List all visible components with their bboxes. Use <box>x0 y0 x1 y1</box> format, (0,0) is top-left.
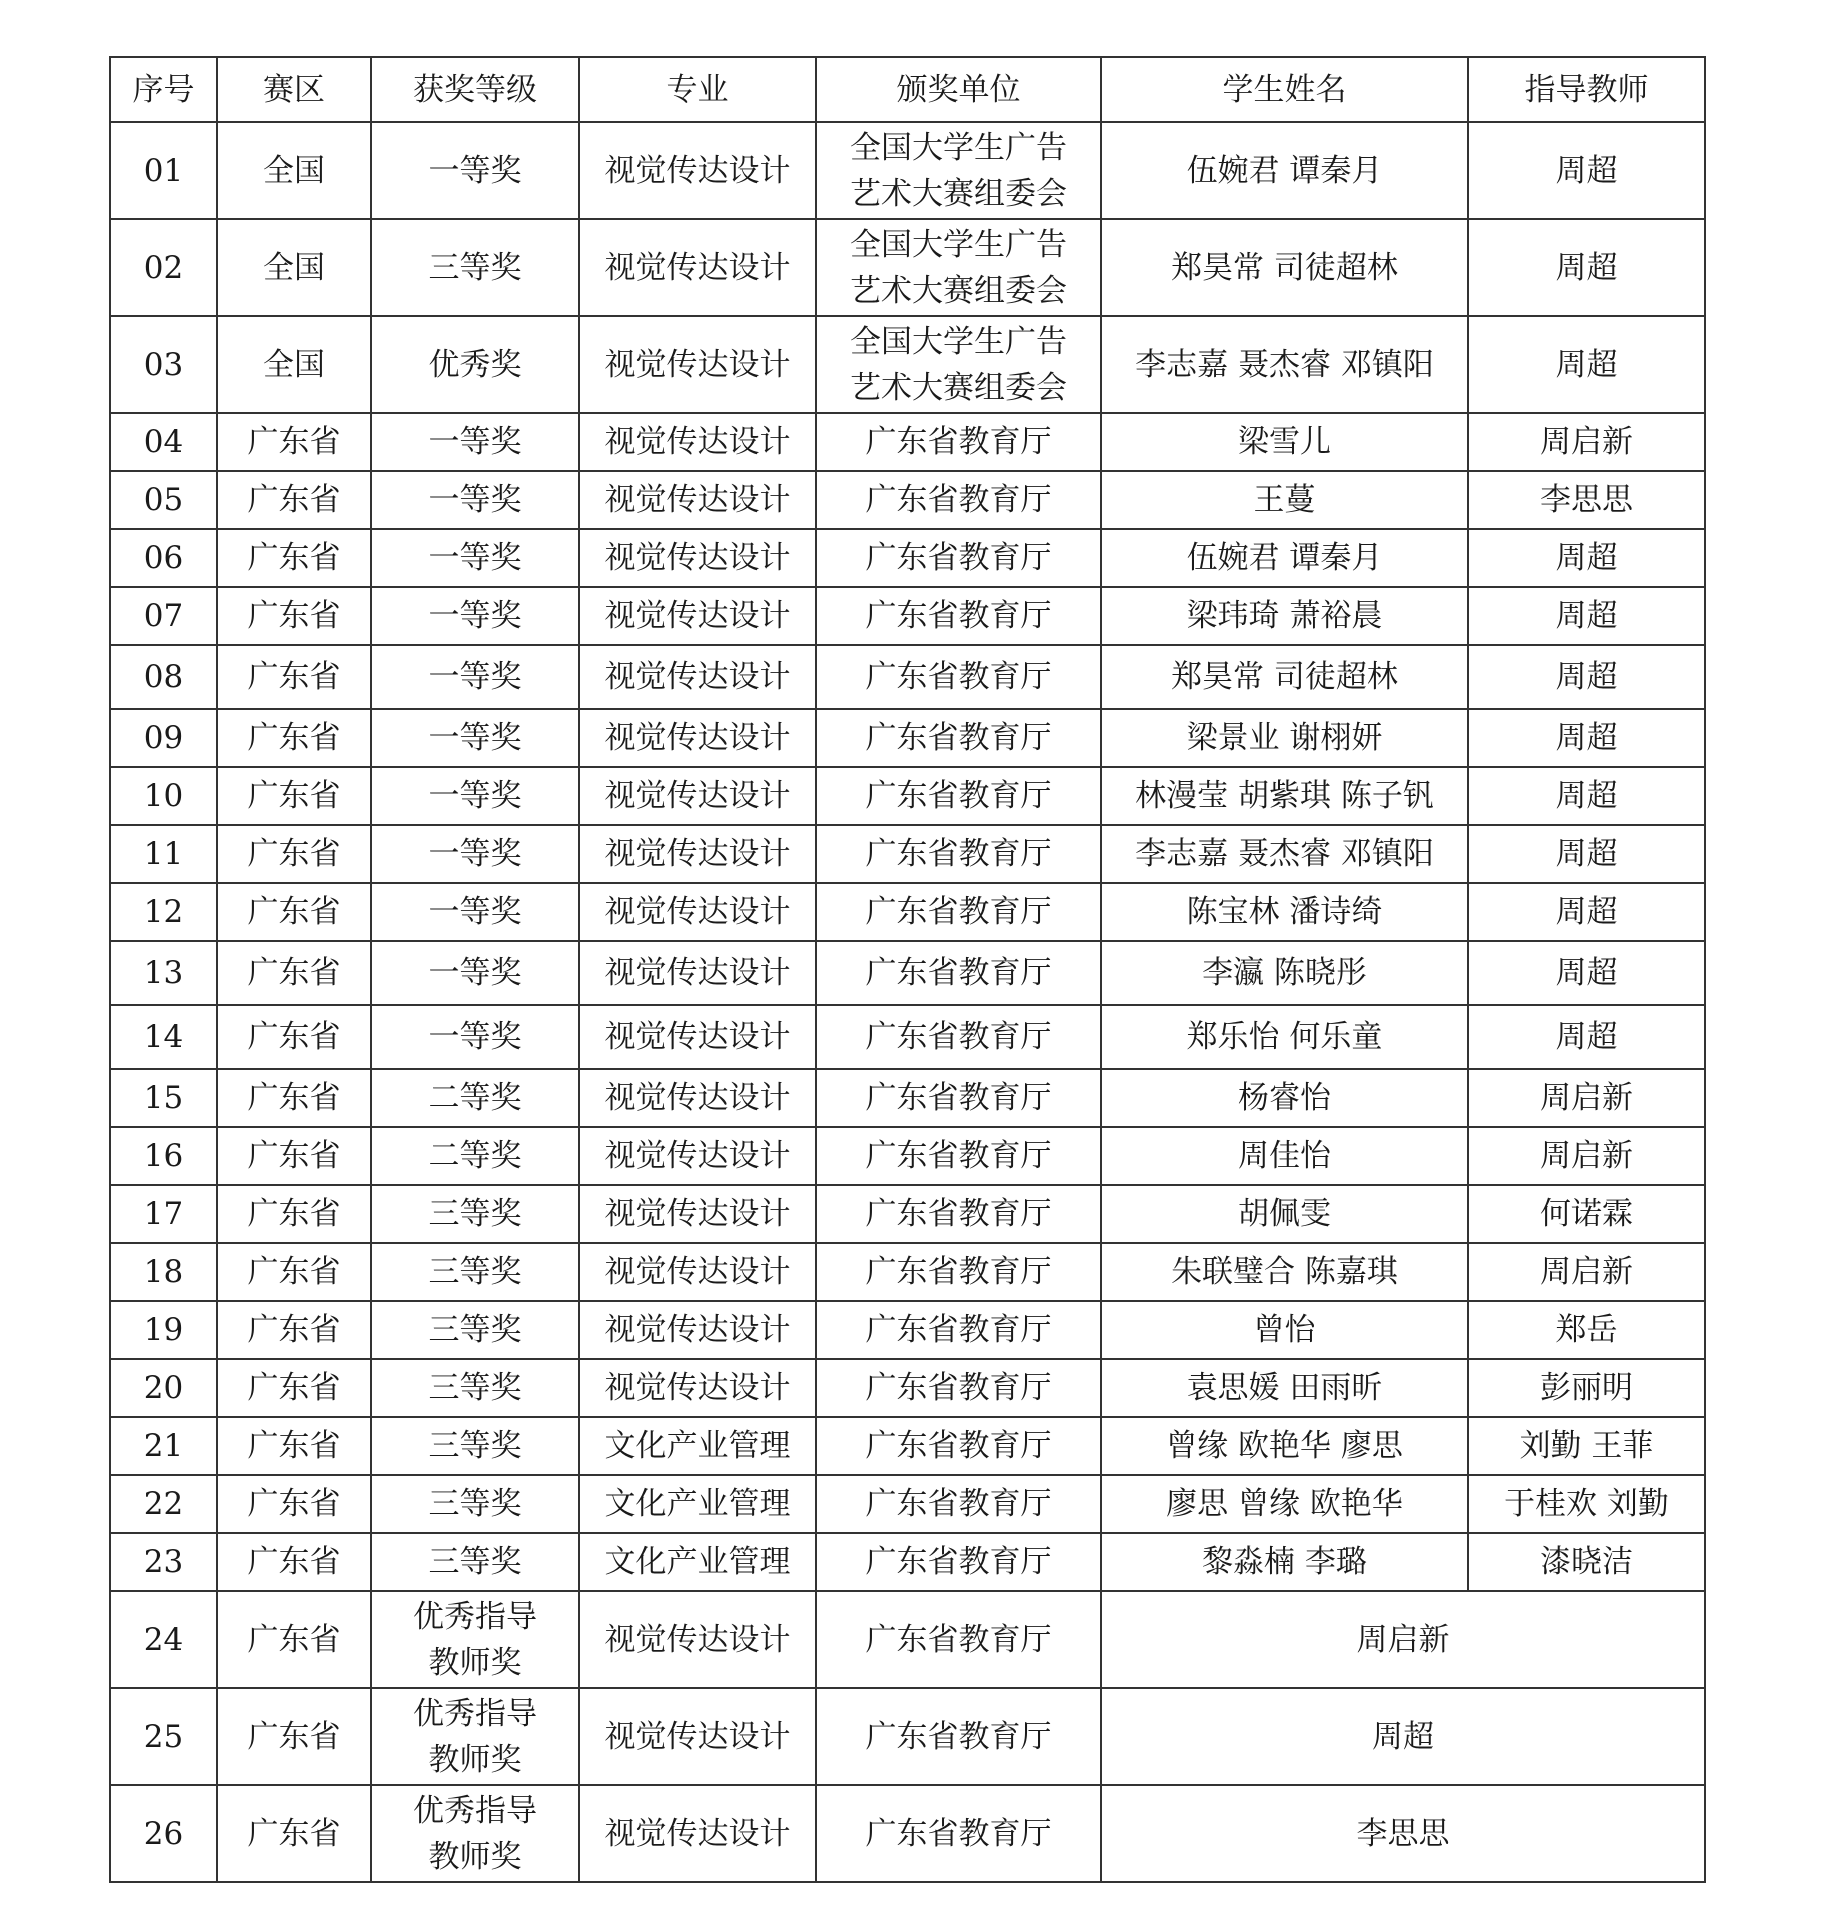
cell-teacher: 周启新 <box>1468 413 1705 471</box>
cell-teacher: 何诺霖 <box>1468 1185 1705 1243</box>
cell-merged-teacher: 周启新 <box>1101 1591 1705 1688</box>
cell-level: 三等奖 <box>371 1417 579 1475</box>
table-row <box>110 413 1705 471</box>
cell-region: 广东省 <box>217 1127 371 1185</box>
cell-unit <box>816 122 1101 219</box>
cell-region: 广东省 <box>217 529 371 587</box>
cell-teacher: 周超 <box>1468 645 1705 709</box>
table-row <box>110 1069 1705 1127</box>
table-row <box>110 767 1705 825</box>
cell-teacher: 周超 <box>1468 529 1705 587</box>
table-row <box>110 316 1705 413</box>
cell-region: 广东省 <box>217 767 371 825</box>
cell-teacher: 漆晓洁 <box>1468 1533 1705 1591</box>
cell-major: 视觉传达设计 <box>579 587 816 645</box>
cell-level: 一等奖 <box>371 709 579 767</box>
cell-level: 三等奖 <box>371 1185 579 1243</box>
table-row <box>110 1243 1705 1301</box>
cell-region: 广东省 <box>217 645 371 709</box>
cell-level: 一等奖 <box>371 941 579 1005</box>
cell-unit-line1: 全国大学生广告 <box>850 129 1067 166</box>
cell-teacher: 周超 <box>1468 219 1705 316</box>
cell-unit-line1: 全国大学生广告 <box>850 226 1067 263</box>
cell-major: 视觉传达设计 <box>579 413 816 471</box>
cell-students: 伍婉君 谭秦月 <box>1101 529 1468 587</box>
cell-region: 广东省 <box>217 1243 371 1301</box>
cell-students: 王蔓 <box>1101 471 1468 529</box>
header-unit: 颁奖单位 <box>816 57 1101 122</box>
cell-unit-line2: 艺术大赛组委会 <box>850 272 1067 309</box>
cell-no: 12 <box>110 883 217 941</box>
cell-students: 曾缘 欧艳华 廖思 <box>1101 1417 1468 1475</box>
cell-students: 郑昊常 司徒超林 <box>1101 219 1468 316</box>
cell-level-line1: 优秀指导 <box>413 1695 537 1732</box>
cell-no: 03 <box>110 316 217 413</box>
cell-no: 14 <box>110 1005 217 1069</box>
cell-unit: 广东省教育厅 <box>816 587 1101 645</box>
cell-region: 广东省 <box>217 1533 371 1591</box>
cell-major: 视觉传达设计 <box>579 1005 816 1069</box>
cell-teacher: 周启新 <box>1468 1127 1705 1185</box>
cell-level: 一等奖 <box>371 767 579 825</box>
cell-teacher: 周超 <box>1468 1005 1705 1069</box>
cell-students: 袁思媛 田雨昕 <box>1101 1359 1468 1417</box>
cell-teacher: 周启新 <box>1468 1243 1705 1301</box>
cell-no: 19 <box>110 1301 217 1359</box>
cell-teacher: 刘勤 王菲 <box>1468 1417 1705 1475</box>
cell-region: 全国 <box>217 316 371 413</box>
cell-no: 22 <box>110 1475 217 1533</box>
cell-unit: 广东省教育厅 <box>816 529 1101 587</box>
cell-teacher: 周超 <box>1468 767 1705 825</box>
cell-region: 全国 <box>217 219 371 316</box>
cell-students: 胡佩雯 <box>1101 1185 1468 1243</box>
cell-teacher: 周超 <box>1468 883 1705 941</box>
table-row <box>110 1359 1705 1417</box>
cell-region: 广东省 <box>217 825 371 883</box>
cell-major: 视觉传达设计 <box>579 1069 816 1127</box>
cell-region: 广东省 <box>217 1591 371 1688</box>
cell-major: 视觉传达设计 <box>579 1243 816 1301</box>
header-no: 序号 <box>110 57 217 122</box>
cell-students: 李志嘉 聂杰睿 邓镇阳 <box>1101 316 1468 413</box>
header-teacher: 指导教师 <box>1468 57 1705 122</box>
cell-no: 06 <box>110 529 217 587</box>
cell-teacher: 李思思 <box>1468 471 1705 529</box>
cell-region: 广东省 <box>217 471 371 529</box>
cell-major: 文化产业管理 <box>579 1417 816 1475</box>
cell-unit: 广东省教育厅 <box>816 1069 1101 1127</box>
cell-students: 梁雪儿 <box>1101 413 1468 471</box>
cell-major: 视觉传达设计 <box>579 645 816 709</box>
cell-level: 优秀奖 <box>371 316 579 413</box>
cell-teacher: 周超 <box>1468 316 1705 413</box>
cell-level: 一等奖 <box>371 122 579 219</box>
cell-major: 视觉传达设计 <box>579 1785 816 1882</box>
cell-level <box>371 1591 579 1688</box>
cell-no: 17 <box>110 1185 217 1243</box>
cell-level <box>371 1785 579 1882</box>
table-row <box>110 1475 1705 1533</box>
cell-merged-teacher: 李思思 <box>1101 1785 1705 1882</box>
cell-level: 一等奖 <box>371 645 579 709</box>
cell-unit: 广东省教育厅 <box>816 1243 1101 1301</box>
cell-unit: 广东省教育厅 <box>816 413 1101 471</box>
cell-students: 陈宝林 潘诗绮 <box>1101 883 1468 941</box>
cell-students: 梁景业 谢栩妍 <box>1101 709 1468 767</box>
cell-students: 郑昊常 司徒超林 <box>1101 645 1468 709</box>
cell-no: 08 <box>110 645 217 709</box>
cell-no: 05 <box>110 471 217 529</box>
cell-major: 视觉传达设计 <box>579 883 816 941</box>
cell-region: 广东省 <box>217 1785 371 1882</box>
cell-no: 16 <box>110 1127 217 1185</box>
cell-level: 一等奖 <box>371 529 579 587</box>
cell-level: 三等奖 <box>371 1359 579 1417</box>
cell-students: 朱联璧合 陈嘉琪 <box>1101 1243 1468 1301</box>
cell-no: 20 <box>110 1359 217 1417</box>
cell-major: 视觉传达设计 <box>579 219 816 316</box>
cell-level: 二等奖 <box>371 1069 579 1127</box>
cell-unit: 广东省教育厅 <box>816 825 1101 883</box>
cell-major: 视觉传达设计 <box>579 471 816 529</box>
table-row <box>110 1417 1705 1475</box>
table-row <box>110 645 1705 709</box>
table-row <box>110 1185 1705 1243</box>
cell-level: 一等奖 <box>371 587 579 645</box>
cell-region: 广东省 <box>217 413 371 471</box>
table-row <box>110 471 1705 529</box>
cell-level: 三等奖 <box>371 1475 579 1533</box>
cell-level: 三等奖 <box>371 1301 579 1359</box>
table-row <box>110 1005 1705 1069</box>
cell-major: 视觉传达设计 <box>579 529 816 587</box>
cell-major: 文化产业管理 <box>579 1475 816 1533</box>
cell-unit: 广东省教育厅 <box>816 1417 1101 1475</box>
table-row <box>110 941 1705 1005</box>
cell-students: 黎淼楠 李璐 <box>1101 1533 1468 1591</box>
cell-region: 广东省 <box>217 1417 371 1475</box>
table-row <box>110 1591 1705 1688</box>
cell-teacher: 周超 <box>1468 825 1705 883</box>
cell-students: 李瀛 陈晓彤 <box>1101 941 1468 1005</box>
cell-major: 视觉传达设计 <box>579 941 816 1005</box>
header-region: 赛区 <box>217 57 371 122</box>
cell-unit: 广东省教育厅 <box>816 1301 1101 1359</box>
cell-no: 24 <box>110 1591 217 1688</box>
awards-table <box>109 56 1706 1883</box>
cell-unit: 广东省教育厅 <box>816 645 1101 709</box>
cell-level <box>371 1688 579 1785</box>
cell-unit: 广东省教育厅 <box>816 471 1101 529</box>
cell-unit: 广东省教育厅 <box>816 1005 1101 1069</box>
cell-no: 10 <box>110 767 217 825</box>
cell-teacher: 周超 <box>1468 941 1705 1005</box>
cell-major: 视觉传达设计 <box>579 122 816 219</box>
cell-no: 09 <box>110 709 217 767</box>
cell-unit: 广东省教育厅 <box>816 1785 1101 1882</box>
cell-no: 07 <box>110 587 217 645</box>
cell-unit: 广东省教育厅 <box>816 709 1101 767</box>
cell-students: 伍婉君 谭秦月 <box>1101 122 1468 219</box>
cell-unit: 广东省教育厅 <box>816 767 1101 825</box>
cell-unit: 广东省教育厅 <box>816 1127 1101 1185</box>
cell-major: 视觉传达设计 <box>579 709 816 767</box>
cell-teacher: 周超 <box>1468 122 1705 219</box>
cell-students: 李志嘉 聂杰睿 邓镇阳 <box>1101 825 1468 883</box>
cell-region: 广东省 <box>217 1069 371 1127</box>
cell-region: 广东省 <box>217 587 371 645</box>
cell-level: 三等奖 <box>371 1243 579 1301</box>
cell-level-line2: 教师奖 <box>428 1644 522 1681</box>
cell-level: 二等奖 <box>371 1127 579 1185</box>
cell-no: 21 <box>110 1417 217 1475</box>
cell-no: 01 <box>110 122 217 219</box>
table-row <box>110 1533 1705 1591</box>
cell-no: 04 <box>110 413 217 471</box>
cell-level-line2: 教师奖 <box>428 1741 522 1778</box>
table-row <box>110 529 1705 587</box>
cell-region: 广东省 <box>217 1475 371 1533</box>
cell-students: 郑乐怡 何乐童 <box>1101 1005 1468 1069</box>
cell-unit <box>816 219 1101 316</box>
cell-region: 广东省 <box>217 1005 371 1069</box>
cell-level: 一等奖 <box>371 471 579 529</box>
cell-major: 视觉传达设计 <box>579 1127 816 1185</box>
table-row <box>110 1301 1705 1359</box>
cell-major: 视觉传达设计 <box>579 1591 816 1688</box>
cell-region: 广东省 <box>217 883 371 941</box>
cell-unit: 广东省教育厅 <box>816 1185 1101 1243</box>
cell-teacher: 周启新 <box>1468 1069 1705 1127</box>
cell-region: 广东省 <box>217 1359 371 1417</box>
header-row <box>110 57 1705 122</box>
cell-region: 全国 <box>217 122 371 219</box>
cell-no: 26 <box>110 1785 217 1882</box>
cell-unit-line2: 艺术大赛组委会 <box>850 175 1067 212</box>
cell-teacher: 于桂欢 刘勤 <box>1468 1475 1705 1533</box>
cell-no: 13 <box>110 941 217 1005</box>
cell-region: 广东省 <box>217 941 371 1005</box>
table-header <box>110 57 1705 122</box>
cell-level: 一等奖 <box>371 1005 579 1069</box>
cell-level: 一等奖 <box>371 413 579 471</box>
cell-no: 15 <box>110 1069 217 1127</box>
header-level: 获奖等级 <box>371 57 579 122</box>
table-row <box>110 709 1705 767</box>
cell-teacher: 郑岳 <box>1468 1301 1705 1359</box>
cell-students: 林漫莹 胡紫琪 陈子钒 <box>1101 767 1468 825</box>
table-body <box>110 122 1705 1882</box>
cell-unit <box>816 316 1101 413</box>
header-major: 专业 <box>579 57 816 122</box>
table-row <box>110 1127 1705 1185</box>
cell-region: 广东省 <box>217 709 371 767</box>
cell-students: 梁玮琦 萧裕晨 <box>1101 587 1468 645</box>
cell-teacher: 彭丽明 <box>1468 1359 1705 1417</box>
cell-no: 23 <box>110 1533 217 1591</box>
cell-major: 视觉传达设计 <box>579 1359 816 1417</box>
cell-unit: 广东省教育厅 <box>816 941 1101 1005</box>
table-row <box>110 1785 1705 1882</box>
cell-major: 视觉传达设计 <box>579 1185 816 1243</box>
cell-major: 文化产业管理 <box>579 1533 816 1591</box>
cell-no: 18 <box>110 1243 217 1301</box>
cell-unit: 广东省教育厅 <box>816 1688 1101 1785</box>
header-students: 学生姓名 <box>1101 57 1468 122</box>
cell-unit: 广东省教育厅 <box>816 1591 1101 1688</box>
cell-no: 11 <box>110 825 217 883</box>
cell-major: 视觉传达设计 <box>579 1301 816 1359</box>
cell-students: 杨睿怡 <box>1101 1069 1468 1127</box>
cell-unit: 广东省教育厅 <box>816 1475 1101 1533</box>
cell-level-line2: 教师奖 <box>428 1838 522 1875</box>
cell-level: 三等奖 <box>371 219 579 316</box>
cell-region: 广东省 <box>217 1688 371 1785</box>
cell-major: 视觉传达设计 <box>579 825 816 883</box>
cell-level-line1: 优秀指导 <box>413 1792 537 1829</box>
cell-major: 视觉传达设计 <box>579 316 816 413</box>
cell-unit: 广东省教育厅 <box>816 1359 1101 1417</box>
table-row <box>110 122 1705 219</box>
table-row <box>110 587 1705 645</box>
cell-major: 视觉传达设计 <box>579 1688 816 1785</box>
cell-unit-line1: 全国大学生广告 <box>850 323 1067 360</box>
cell-unit: 广东省教育厅 <box>816 883 1101 941</box>
cell-level-line1: 优秀指导 <box>413 1598 537 1635</box>
cell-level: 一等奖 <box>371 825 579 883</box>
cell-level: 三等奖 <box>371 1533 579 1591</box>
cell-students: 曾怡 <box>1101 1301 1468 1359</box>
table-row <box>110 825 1705 883</box>
cell-students: 周佳怡 <box>1101 1127 1468 1185</box>
cell-no: 25 <box>110 1688 217 1785</box>
cell-students: 廖思 曾缘 欧艳华 <box>1101 1475 1468 1533</box>
table-row <box>110 883 1705 941</box>
cell-major: 视觉传达设计 <box>579 767 816 825</box>
cell-region: 广东省 <box>217 1185 371 1243</box>
table-row <box>110 1688 1705 1785</box>
cell-no: 02 <box>110 219 217 316</box>
cell-teacher: 周超 <box>1468 587 1705 645</box>
cell-region: 广东省 <box>217 1301 371 1359</box>
cell-merged-teacher: 周超 <box>1101 1688 1705 1785</box>
cell-teacher: 周超 <box>1468 709 1705 767</box>
cell-unit: 广东省教育厅 <box>816 1533 1101 1591</box>
cell-level: 一等奖 <box>371 883 579 941</box>
cell-unit-line2: 艺术大赛组委会 <box>850 369 1067 406</box>
table-row <box>110 219 1705 316</box>
